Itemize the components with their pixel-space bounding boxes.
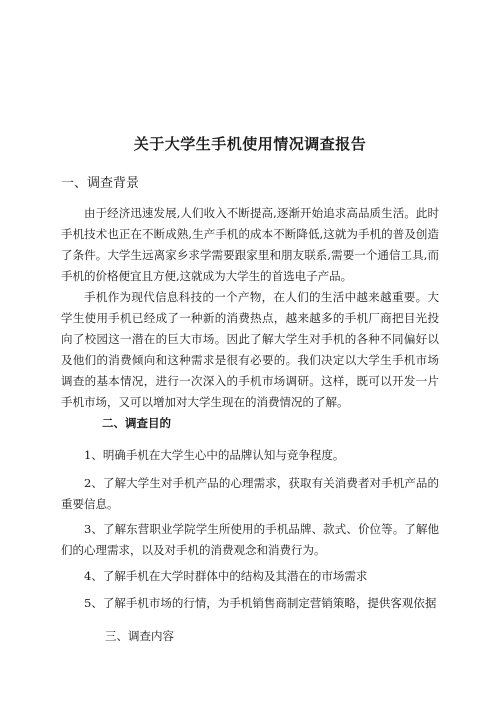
- section-heading-content: 三、调查内容: [105, 629, 174, 643]
- purpose-item-2: 2、了解大学生对手机产品的心理需求，获取有关消费者对手机产品的重要信息。: [61, 476, 439, 511]
- purpose-item-4: 4、了解手机在大学时群体中的结构及其潜在的市场需求: [84, 569, 368, 583]
- background-paragraph-2: 手机作为现代信息科技的一个产物，在人们的生活中越来越重要。大学生使用手机已经成了一种新的消费热点，越来越多的手机厂商把目光投向了校园这一潜在的巨大市场。因此了解大学生对手机的各种不同偏好以及他们的消费倾向和这种需求是很有必要的。我们决定以大学生手机市场调查的基本情况，进行一次深入的手机市场调研。这样，既可以开发一片手机市场，又可以增加对大学生现在的消费情况的了解。: [61, 290, 439, 409]
- section-heading-purpose: 二、调查目的: [102, 416, 171, 430]
- document-title: 关于大学生手机使用情况调查报告: [133, 135, 367, 153]
- purpose-item-1: 1、明确手机在大学生心中的品牌认知与竞争程度。: [84, 448, 345, 462]
- background-paragraph-1: 由于经济迅速发展,人们收入不断提高,逐渐开始追求高品质生活。此时手机技术也正在不断成熟,生产手机的成本不断降低,这就为手机的普及创造了条件。大学生远离家乡求学需要跟家里和朋友联系,需要一个通信工具,而手机的价格便宜且方便,这就成为大学生的首选电子产品。: [61, 206, 439, 283]
- purpose-item-3: 3、了解东营职业学院学生所使用的手机品牌、款式、价位等。了解他们的心理需求，以及对手机的消费观念和消费行为。: [61, 522, 439, 557]
- purpose-item-5: 5、了解手机市场的行情，为手机销售商制定营销策略，提供客观依据: [84, 596, 437, 610]
- section-heading-background: 一、调查背景: [61, 176, 140, 191]
